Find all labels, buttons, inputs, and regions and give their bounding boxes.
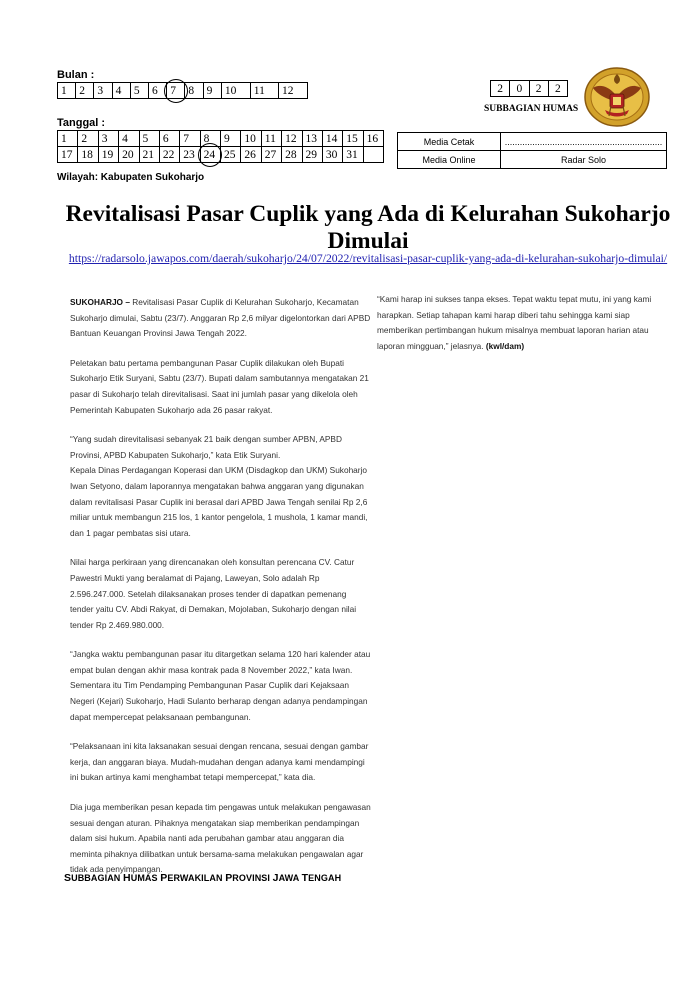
paragraph: Peletakan batu pertama pembangunan Pasar Cuplik dilakukan oleh Bupati Sukoharjo Etik Suryani, Sabtu (23/7). Bupati dalam sambutannya mengatakan 21 pasar di Sukoharjo telah direvitalisasi. Saat ini jumlah pasar yang dikelola oleh Pemerintah Kabupaten Sukoharjo ada 26 pasar rakyat. [70, 357, 369, 415]
month-cell: 1 [58, 83, 76, 99]
author-tag: (kwl/dam) [485, 340, 525, 351]
article-title: Revitalisasi Pasar Cuplik yang Ada di Kelurahan Sukoharjo Dimulai [65, 201, 671, 254]
month-cell-selected: 7 [167, 83, 185, 99]
day-cell: 1 [58, 131, 78, 147]
day-cell: 31 [343, 147, 363, 163]
media-table [397, 132, 667, 169]
day-cell: 22 [159, 147, 179, 163]
article-left-column [70, 295, 372, 892]
paragraph: Dia juga memberikan pesan kepada tim pengawas untuk melakukan pengawasan sesuai dengan aturan. Pihaknya mengatakan siap memberikan pendampingan dalam sisi hukum. Apabila nanti ada perubahan gambar atau anggaran dia meminta pihaknya dilibatkan untuk bersama-sama melakukan pengawalan agar tidak ada penyimpangan. [70, 802, 371, 875]
day-cell: 25 [221, 147, 241, 163]
day-grid [57, 130, 384, 163]
org-label: SUBBAGIAN HUMAS [484, 104, 579, 114]
paragraph: “Pelaksanaan ini kita laksanakan sesuai dengan rencana, sesuai dengan gambar kerja, dan anggaran biaya. Mudah-mudahan dengan adanya kami mendampingi ini bukan artinya kami menghambat tetapi mempercepat,” kata dia. [70, 741, 369, 783]
day-cell [363, 147, 383, 163]
year-digit: 2 [491, 81, 510, 97]
day-cell: 9 [221, 131, 241, 147]
year-row [491, 81, 568, 97]
paragraph [377, 292, 673, 354]
day-cell: 11 [261, 131, 281, 147]
day-cell: 20 [119, 147, 139, 163]
month-cell: 12 [278, 83, 307, 99]
media-cetak-label: Media Cetak [398, 133, 501, 151]
media-cetak-row [398, 133, 667, 151]
month-cell: 4 [112, 83, 130, 99]
day-row [58, 131, 384, 147]
day-cell: 21 [139, 147, 159, 163]
day-cell: 8 [200, 131, 220, 147]
day-cell: 30 [322, 147, 342, 163]
media-online-label: Media Online [398, 151, 501, 169]
article-right-column [377, 292, 673, 368]
day-cell-selected: 24 [200, 147, 220, 163]
media-online-value: Radar Solo [501, 151, 667, 169]
day-cell: 27 [261, 147, 281, 163]
year-digit: 2 [548, 81, 567, 97]
article-url-link[interactable]: https://radarsolo.jawapos.com/daerah/sukoharjo/24/07/2022/revitalisasi-pasar-cuplik-yang-ada-di-kelurahan-sukoharjo-dimulai/ [68, 252, 668, 265]
day-cell: 15 [343, 131, 363, 147]
day-cell: 3 [98, 131, 118, 147]
year-box [490, 80, 568, 97]
day-cell: 28 [282, 147, 302, 163]
paragraph: Nilai harga perkiraan yang direncanakan oleh konsultan perencana CV. Catur Pawestri Mukti yang beralamat di Pajang, Laweyan, Solo adalah Rp 2.596.247.000. Setelah dilaksanakan proses tender di dapatkan pemenang tender yaitu CV. Abdi Rakyat, di Demakan, Mojolaban, Sukoharjo dengan nilai tender Rp 2.469.980.000. [70, 557, 357, 630]
year-digit: 0 [510, 81, 529, 97]
month-cell: 9 [203, 83, 221, 99]
day-cell: 7 [180, 131, 200, 147]
wilayah-label: Wilayah: Kabupaten Sukoharjo [57, 172, 205, 183]
day-cell: 4 [119, 131, 139, 147]
tanggal-label: Tanggal : [57, 117, 106, 129]
day-cell: 10 [241, 131, 261, 147]
month-grid [57, 82, 308, 99]
media-online-row [398, 151, 667, 169]
day-cell: 17 [58, 147, 78, 163]
bulan-label: Bulan : [57, 69, 95, 81]
month-row [58, 83, 308, 99]
day-cell: 19 [98, 147, 118, 163]
paragraph: Sementara itu Tim Pendamping Pembangunan Pasar Cuplik dari Kejaksaan Negeri (Kejari) Sukoharjo, Hadi Sulanto berharap dengan adanya pendampingan dapat mempercepat pelaksanaan pembangunan. [70, 680, 368, 722]
month-cell: 11 [250, 83, 278, 99]
day-row [58, 147, 384, 163]
emblem-logo [583, 66, 651, 128]
day-cell: 18 [78, 147, 98, 163]
media-cetak-value: ............................................................... [501, 133, 667, 151]
paragraph-text: Revitalisasi Pasar Cuplik di Kelurahan Sukoharjo, Kecamatan Sukoharjo dimulai, Sabtu (23/7). Anggaran Rp 2,6 milyar digelontorkan dari APBD Bantuan Keuangan Provinsi Jawa Tengah 2022. [70, 297, 371, 339]
garuda-emblem-icon [583, 66, 651, 128]
paragraph-text: “Kami harap ini sukses tanpa ekses. Tepat waktu tepat mutu, ini yang kami harapkan. Setiap tahapan kami harap diberi tahu sehingga kami siap memberikan pertimbangan hukum misalnya membuat laporan harian atau laporan mingguan,” jelasnya. [377, 294, 652, 351]
paragraph: Kepala Dinas Perdagangan Koperasi dan UKM (Disdagkop dan UKM) Sukoharjo Iwan Setyono, dalam laporannya mengatakan bahwa anggaran yang digunakan dalam revitalisasi Pasar Cuplik ini berasal dari APBD Jawa Tengah senilai Rp 2,6 miliar untuk membangun 215 los, 1 kantor pengelola, 1 mushola, 1 kamar mandi, dan 1 pagar pembatas sisi utara. [70, 465, 368, 538]
year-digit: 2 [529, 81, 548, 97]
footer-org: SUBBAGIAN HUMAS PERWAKILAN PROVINSI JAWA TENGAH [64, 872, 342, 884]
day-cell: 12 [282, 131, 302, 147]
month-cell: 3 [94, 83, 112, 99]
day-cell: 23 [180, 147, 200, 163]
paragraph: “Yang sudah direvitalisasi sebanyak 21 baik dengan sumber APBN, APBD Provinsi, APBD Kabupaten Sukoharjo,” kata Etik Suryani. [70, 434, 342, 460]
day-cell: 6 [159, 131, 179, 147]
month-cell: 5 [130, 83, 148, 99]
day-cell: 13 [302, 131, 322, 147]
paragraph [70, 295, 372, 342]
day-cell: 16 [363, 131, 383, 147]
day-cell: 29 [302, 147, 322, 163]
month-cell: 8 [185, 83, 203, 99]
day-cell: 14 [322, 131, 342, 147]
month-cell: 2 [76, 83, 94, 99]
dateline: SUKOHARJO – [70, 297, 130, 307]
day-cell: 2 [78, 131, 98, 147]
month-cell: 6 [149, 83, 167, 99]
month-cell: 10 [221, 83, 250, 99]
paragraph: “Jangka waktu pembangunan pasar itu ditargetkan selama 120 hari kalender atau empat bulan dengan akhir masa kontrak pada 8 November 2022,” kata Iwan. [70, 649, 371, 675]
day-cell: 5 [139, 131, 159, 147]
day-cell: 26 [241, 147, 261, 163]
